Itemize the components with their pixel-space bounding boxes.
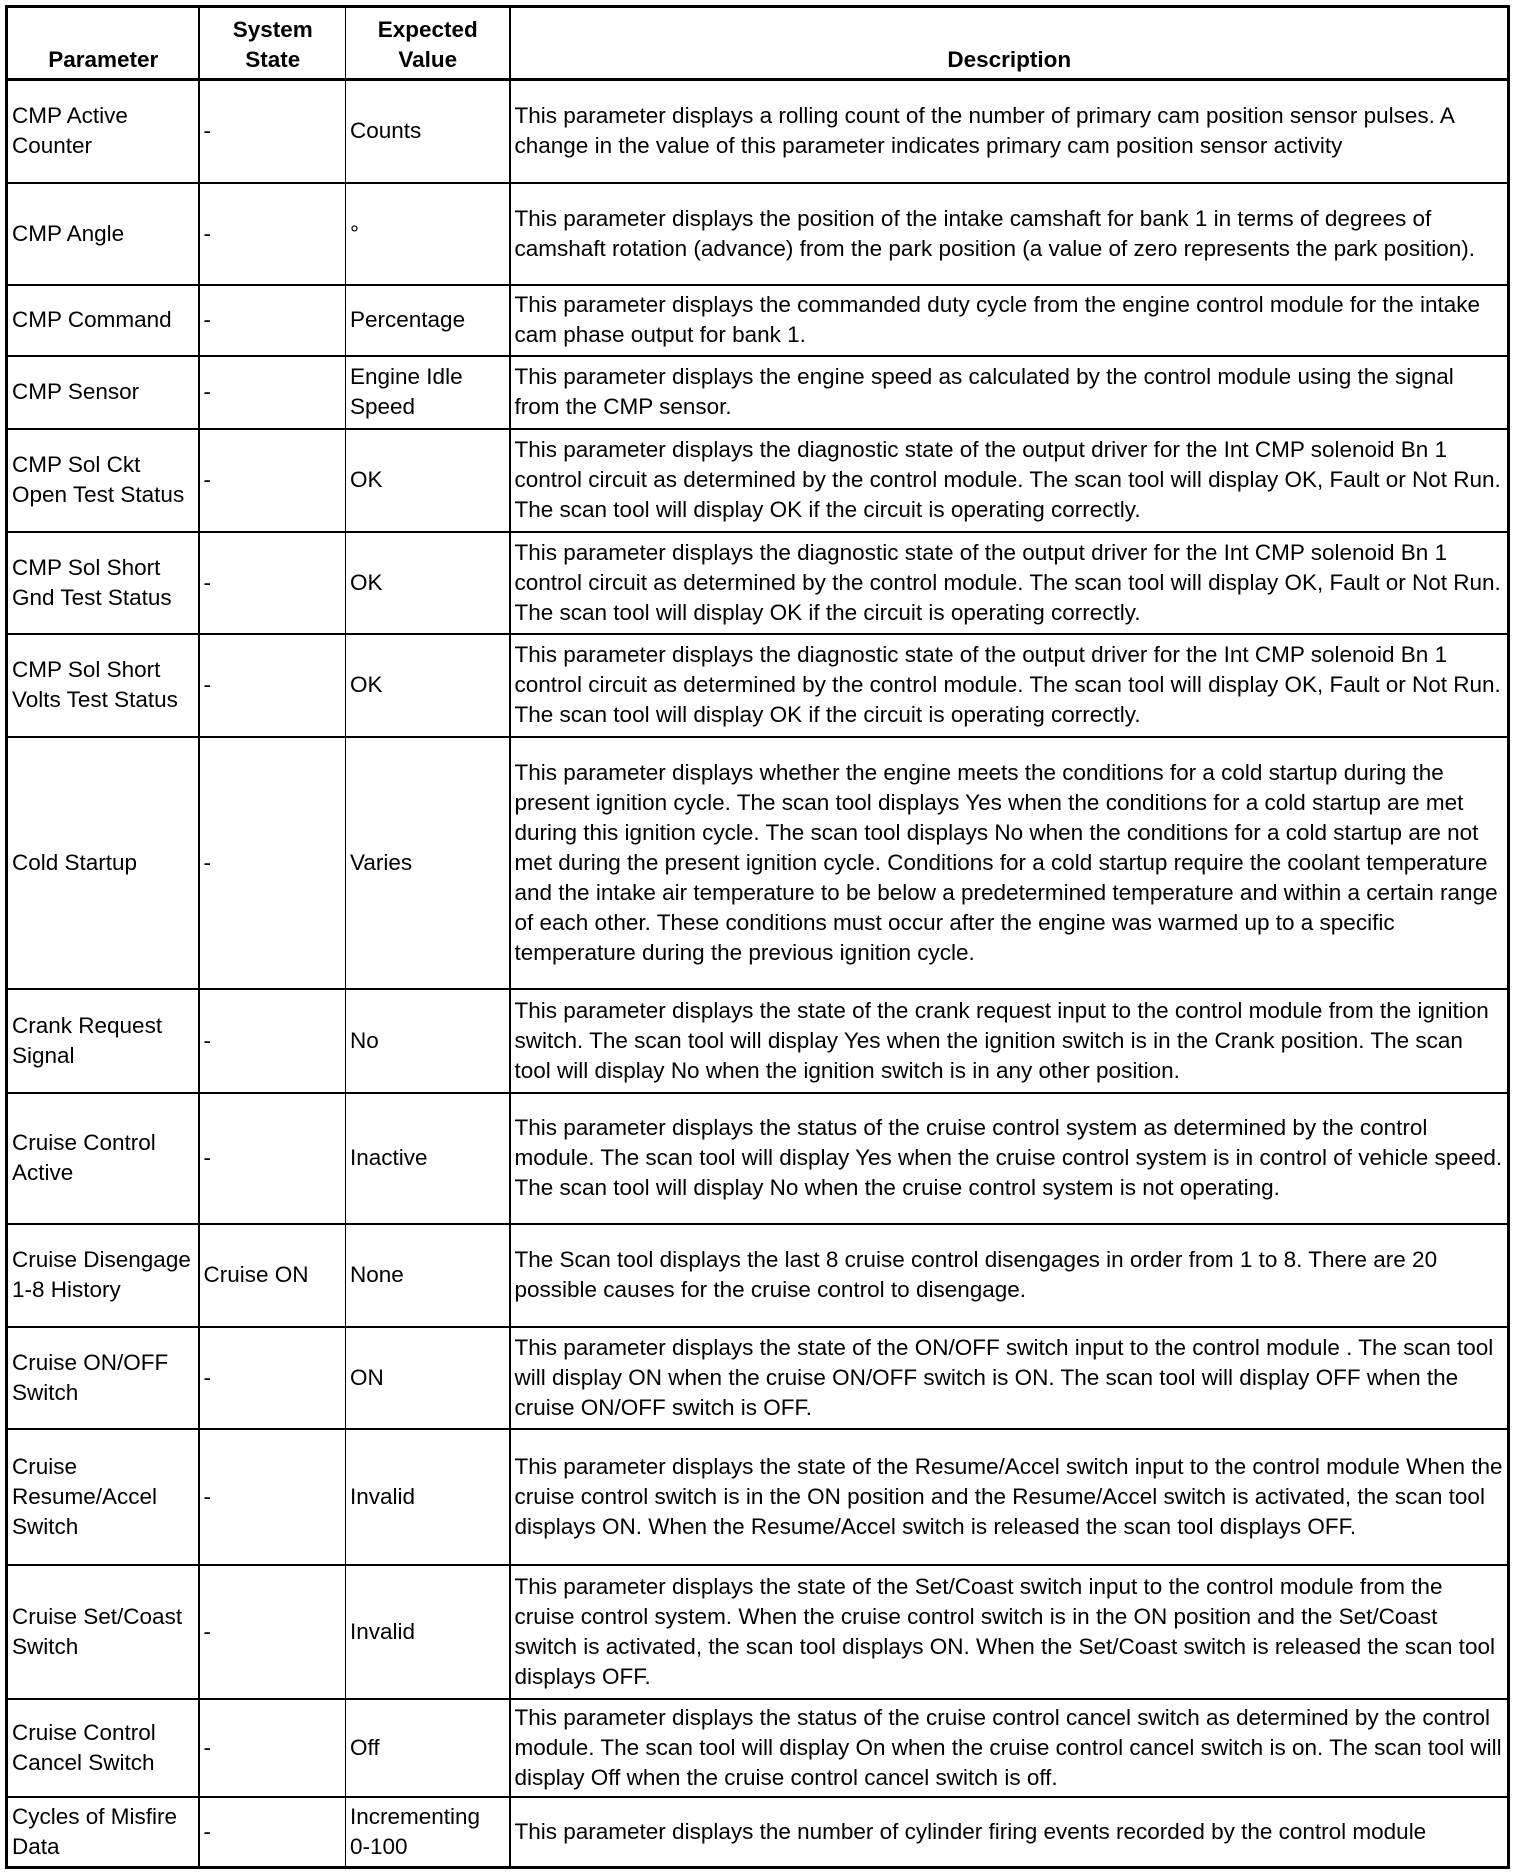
- parameter-cell: Cruise ON/OFF Switch: [7, 1327, 199, 1429]
- system-state-cell: -: [199, 356, 346, 429]
- expected-value-cell: Invalid: [346, 1429, 510, 1565]
- description-cell: This parameter displays the commanded duty cycle from the engine control module for the intake cam phase output for bank 1.: [510, 285, 1509, 356]
- parameter-cell: Cruise Disengage 1-8 History: [7, 1224, 199, 1327]
- description-cell: This parameter displays the state of the Resume/Accel switch input to the control module When the cruise control switch is in the ON position and the Resume/Accel switch is activated, the scan tool displays ON. When the Resume/Accel switch is released the scan tool displays OFF.: [510, 1429, 1509, 1565]
- table-row: [7, 183, 1509, 285]
- description-cell: This parameter displays the diagnostic state of the output driver for the Int CMP solenoid Bn 1 control circuit as determined by the control module. The scan tool will display OK, Fault or Not Run. The scan tool will display OK if the circuit is operating correctly.: [510, 634, 1509, 737]
- description-cell: This parameter displays whether the engine meets the conditions for a cold startup during the present ignition cycle. The scan tool displays Yes when the conditions for a cold startup are met during this ignition cycle. The scan tool displays No when the conditions for a cold startup are not met during the present ignition cycle. Conditions for a cold startup require the coolant temperature and the intake air temperature to be below a predetermined temperature and within a certain range of each other. These conditions must occur after the engine was warmed up to a specific temperature during the previous ignition cycle.: [510, 737, 1509, 989]
- header-expected-value: Expected Value: [346, 7, 510, 80]
- table-row: [7, 989, 1509, 1093]
- system-state-cell: -: [199, 183, 346, 285]
- system-state-cell: -: [199, 1327, 346, 1429]
- expected-value-cell: OK: [346, 429, 510, 532]
- table-row: [7, 1565, 1509, 1699]
- parameter-cell: CMP Angle: [7, 183, 199, 285]
- parameter-cell: Cruise Control Cancel Switch: [7, 1699, 199, 1797]
- header-system-state: System State: [199, 7, 346, 80]
- expected-value-cell: Invalid: [346, 1565, 510, 1699]
- header-row: [7, 7, 1509, 80]
- system-state-cell: -: [199, 1699, 346, 1797]
- table-row: [7, 1429, 1509, 1565]
- table-row: [7, 1699, 1509, 1797]
- system-state-cell: -: [199, 1797, 346, 1868]
- expected-value-cell: None: [346, 1224, 510, 1327]
- parameter-cell: Cold Startup: [7, 737, 199, 989]
- parameter-cell: Cruise Resume/Accel Switch: [7, 1429, 199, 1565]
- parameter-cell: Cruise Control Active: [7, 1093, 199, 1224]
- table-row: [7, 429, 1509, 532]
- expected-value-cell: Engine Idle Speed: [346, 356, 510, 429]
- description-cell: This parameter displays the position of the intake camshaft for bank 1 in terms of degrees of camshaft rotation (advance) from the park position (a value of zero represents the park position).: [510, 183, 1509, 285]
- table-row: [7, 285, 1509, 356]
- system-state-cell: -: [199, 737, 346, 989]
- parameter-cell: CMP Command: [7, 285, 199, 356]
- expected-value-cell: OK: [346, 532, 510, 634]
- system-state-cell: -: [199, 285, 346, 356]
- parameter-cell: Crank Request Signal: [7, 989, 199, 1093]
- expected-value-cell: Varies: [346, 737, 510, 989]
- system-state-cell: -: [199, 1565, 346, 1699]
- expected-value-cell: ON: [346, 1327, 510, 1429]
- description-cell: This parameter displays a rolling count of the number of primary cam position sensor pulses. A change in the value of this parameter indicates primary cam position sensor activity: [510, 80, 1509, 183]
- description-cell: This parameter displays the state of the ON/OFF switch input to the control module . The scan tool will display ON when the cruise ON/OFF switch is ON. The scan tool will display OFF when the cruise ON/OFF switch is OFF.: [510, 1327, 1509, 1429]
- table-row: [7, 356, 1509, 429]
- description-cell: This parameter displays the engine speed as calculated by the control module using the signal from the CMP sensor.: [510, 356, 1509, 429]
- expected-value-cell: Percentage: [346, 285, 510, 356]
- expected-value-cell: No: [346, 989, 510, 1093]
- table-header: [7, 7, 1509, 80]
- parameter-cell: CMP Sensor: [7, 356, 199, 429]
- table-row: [7, 1797, 1509, 1868]
- table-row: [7, 1224, 1509, 1327]
- system-state-cell: -: [199, 1429, 346, 1565]
- expected-value-cell: OK: [346, 634, 510, 737]
- system-state-cell: -: [199, 429, 346, 532]
- system-state-cell: -: [199, 80, 346, 183]
- parameter-cell: Cycles of Misfire Data: [7, 1797, 199, 1868]
- description-cell: This parameter displays the diagnostic state of the output driver for the Int CMP solenoid Bn 1 control circuit as determined by the control module. The scan tool will display OK, Fault or Not Run. The scan tool will display OK if the circuit is operating correctly.: [510, 532, 1509, 634]
- expected-value-cell: °: [346, 183, 510, 285]
- table-row: [7, 1327, 1509, 1429]
- parameter-cell: Cruise Set/Coast Switch: [7, 1565, 199, 1699]
- description-cell: This parameter displays the diagnostic state of the output driver for the Int CMP solenoid Bn 1 control circuit as determined by the control module. The scan tool will display OK, Fault or Not Run. The scan tool will display OK if the circuit is operating correctly.: [510, 429, 1509, 532]
- system-state-cell: -: [199, 634, 346, 737]
- description-cell: This parameter displays the number of cylinder firing events recorded by the control module: [510, 1797, 1509, 1868]
- parameter-cell: CMP Sol Ckt Open Test Status: [7, 429, 199, 532]
- table-row: [7, 737, 1509, 989]
- expected-value-cell: Off: [346, 1699, 510, 1797]
- description-cell: This parameter displays the status of the cruise control cancel switch as determined by the control module. The scan tool will display On when the cruise control cancel switch is on. The scan tool will display Off when the cruise control cancel switch is off.: [510, 1699, 1509, 1797]
- table-row: [7, 1093, 1509, 1224]
- table-body: [7, 80, 1509, 1868]
- header-parameter: Parameter: [7, 7, 199, 80]
- table-row: [7, 634, 1509, 737]
- table-row: [7, 80, 1509, 183]
- header-description: Description: [510, 7, 1509, 80]
- description-cell: This parameter displays the state of the Set/Coast switch input to the control module from the cruise control system. When the cruise control switch is in the ON position and the Set/Coast switch is activated, the scan tool displays ON. When the Set/Coast switch is released the scan tool displays OFF.: [510, 1565, 1509, 1699]
- parameter-cell: CMP Active Counter: [7, 80, 199, 183]
- parameter-table: [5, 5, 1510, 1869]
- table-row: [7, 532, 1509, 634]
- parameter-cell: CMP Sol Short Gnd Test Status: [7, 532, 199, 634]
- system-state-cell: -: [199, 1093, 346, 1224]
- expected-value-cell: Inactive: [346, 1093, 510, 1224]
- description-cell: This parameter displays the status of the cruise control system as determined by the control module. The scan tool will display Yes when the cruise control system is in control of vehicle speed. The scan tool will display No when the cruise control system is not operating.: [510, 1093, 1509, 1224]
- description-cell: This parameter displays the state of the crank request input to the control module from the ignition switch. The scan tool will display Yes when the ignition switch is in the Crank position. The scan tool will display No when the ignition switch is in any other position.: [510, 989, 1509, 1093]
- expected-value-cell: Incrementing 0-100: [346, 1797, 510, 1868]
- system-state-cell: -: [199, 989, 346, 1093]
- system-state-cell: -: [199, 532, 346, 634]
- system-state-cell: Cruise ON: [199, 1224, 346, 1327]
- parameter-cell: CMP Sol Short Volts Test Status: [7, 634, 199, 737]
- expected-value-cell: Counts: [346, 80, 510, 183]
- description-cell: The Scan tool displays the last 8 cruise control disengages in order from 1 to 8. There are 20 possible causes for the cruise control to disengage.: [510, 1224, 1509, 1327]
